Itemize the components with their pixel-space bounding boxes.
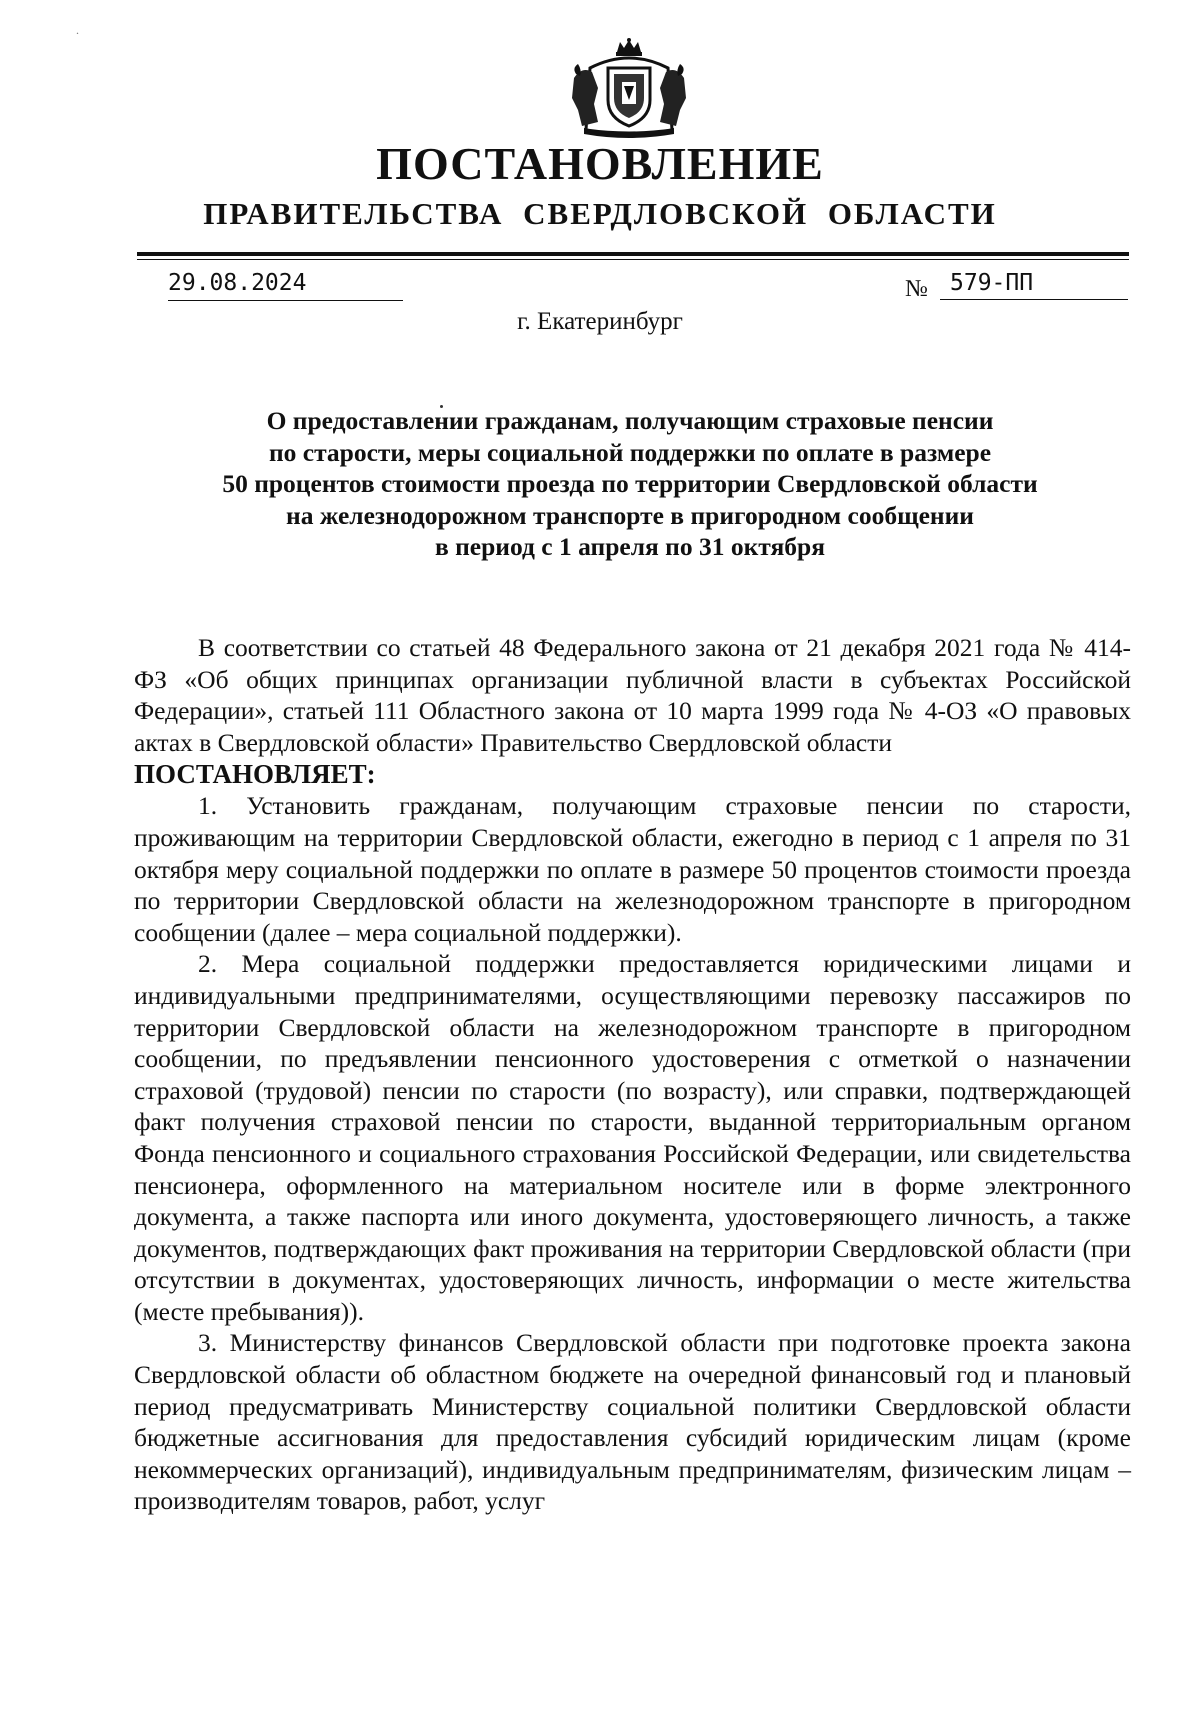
header-divider [137, 252, 1129, 256]
title-line: 50 процентов стоимости проезда по территории Свердловской области [222, 469, 1038, 498]
coat-of-arms-icon [568, 38, 690, 138]
title-line: в период с 1 апреля по 31 октября [434, 532, 826, 561]
document-title [160, 405, 1100, 563]
title-line: на железнодорожном транспорте в пригородном сообщении [286, 500, 974, 530]
document-body [134, 632, 1131, 1517]
document-type: ПОСТАНОВЛЕНИЕ [376, 138, 824, 189]
document-date: 29.08.2024 [168, 268, 403, 301]
clause-paragraph: 1. Установить гражданам, получающим страховые пенсии по старости, проживающим на территории Свердловской области, ежегодно в период с 1 апреля по 31 октября меру социальной поддержки по оплате в размере 50 процентов стоимости проезда по территории Свердловской области на железнодорожном транспорте в пригородном сообщении (далее – мера социальной поддержки). [134, 791, 1131, 947]
title-line: О предоставлении гражданам, получающим страховые пенсии [266, 406, 994, 435]
decree-word: ПОСТАНОВЛЯЕТ: [134, 759, 376, 790]
clause-paragraph: 2. Мера социальной поддержки предоставляется юридическими лицами и индивидуальными предпринимателями, осуществляющими перевозку пассажиров по территории Свердловской области на железнодорожном транспорте в пригородном сообщении, по предъявлении пенсионного удостоверения с отметкой о назначении страховой (трудовой) пенсии по старости (по возрасту), или справки, подтверждающей факт получения страховой пенсии по старости, выданной территориальным органом Фонда пенсионного и социального страхования Российской Федерации, или свидетельства пенсионера, оформленного на материальном носителе или в форме электронного документа, а также паспорта или иного документа, удостоверяющего личность, а также документов, подтверждающих факт проживания на территории Свердловской области (при отсутствии в документах, удостоверяющих личность, информации о месте жительства (месте пребывания)). [134, 949, 1131, 1326]
issuer-name: ПРАВИТЕЛЬСТВА СВЕРДЛОВСКОЙ ОБЛАСТИ [203, 196, 997, 231]
number-sign: № [905, 276, 928, 302]
document-city: г. Екатеринбург [517, 308, 683, 335]
clause-paragraph: 3. Министерству финансов Свердловской области при подготовке проекта закона Свердловской области об областном бюджете на очередной финансовый год и плановый период предусматривать Министерству социальной политики Свердловской области бюджетные ассигнования для предоставления субсидий юридическим лицам (кроме некоммерческих организаций), индивидуальным предпринимателям, физическим лицам – производителям товаров, работ, услуг [134, 1328, 1131, 1516]
title-line: по старости, меры социальной поддержки по оплате в размере [268, 437, 992, 467]
document-number: 579-ПП [940, 268, 1128, 300]
scan-mark: . [76, 23, 79, 37]
header-divider-thin [137, 259, 1129, 260]
preamble-paragraph: В соответствии со статьей 48 Федерального закона от 21 декабря 2021 года № 414-ФЗ «Об общих принципах организации публичной власти в субъектах Российской Федерации», статьей 111 Областного закона от 10 марта 1999 года № 4-ОЗ «О правовых актах в Свердловской области» Правительство Свердловской области [134, 633, 1131, 757]
